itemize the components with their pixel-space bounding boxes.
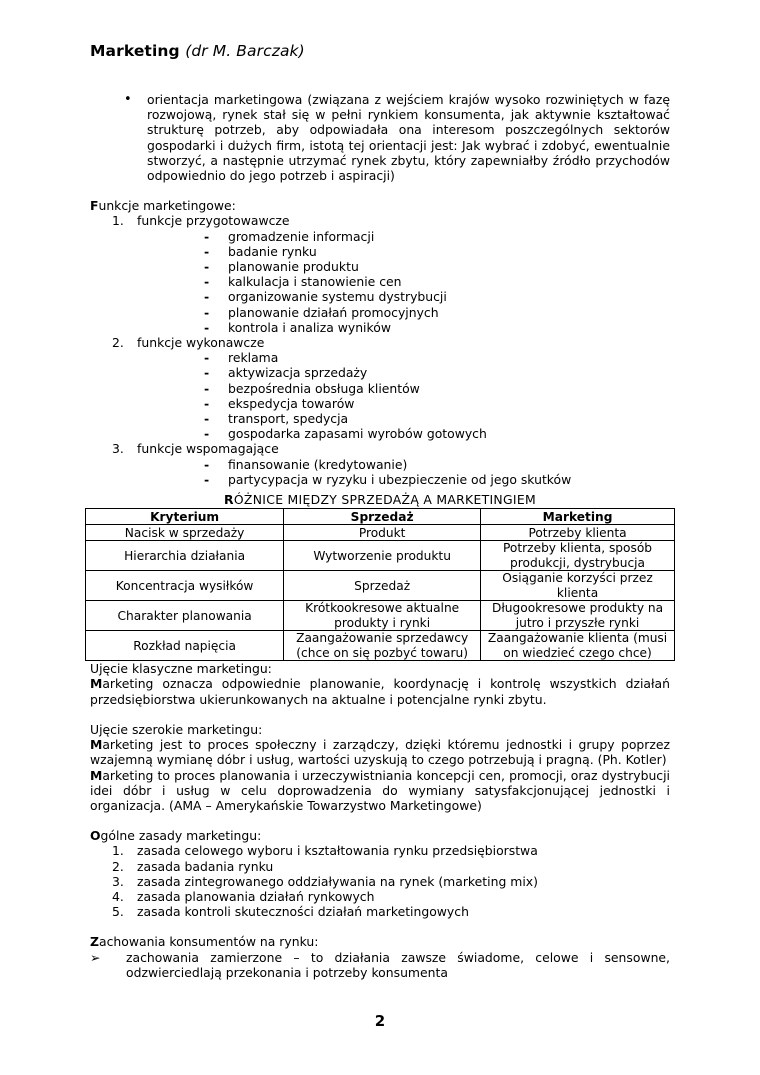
dash-bullet-icon: - xyxy=(204,456,210,472)
function-item-text: aktywizacja sprzedaży xyxy=(228,365,368,381)
dash-bullet-icon: - xyxy=(204,395,210,411)
function-group-label: funkcje wspomagające xyxy=(137,441,279,457)
rule-item xyxy=(90,904,670,919)
dash-bullet-icon: - xyxy=(204,304,210,320)
function-item xyxy=(90,457,670,472)
dash-bullet-icon: - xyxy=(204,471,210,487)
behaviors-heading: Zachowania konsumentów na rynku: xyxy=(90,934,319,950)
dash-bullet-icon: - xyxy=(204,319,210,335)
dash-bullet-icon: - xyxy=(204,426,210,442)
table-row xyxy=(86,525,675,541)
table-row xyxy=(86,541,675,571)
list-number: 1. xyxy=(112,213,124,229)
table-header-row xyxy=(86,509,675,525)
function-item-text: badanie rynku xyxy=(228,243,317,259)
function-item-text: planowanie produktu xyxy=(228,259,359,275)
function-item-text: finansowanie (kredytowanie) xyxy=(228,456,408,472)
list-number: 4. xyxy=(112,888,124,904)
rules-heading: Ogólne zasady marketingu: xyxy=(90,828,262,844)
dash-bullet-icon: - xyxy=(204,228,210,244)
function-group-label: funkcje przygotowawcze xyxy=(137,213,290,229)
table-cell: Potrzeby klienta, sposób produkcji, dystrybucja xyxy=(481,541,675,571)
function-group-label: funkcje wykonawcze xyxy=(137,335,265,351)
rule-text: zasada badania rynku xyxy=(137,858,274,874)
table-cell: Rozkład napięcia xyxy=(86,631,284,661)
table-row xyxy=(86,631,675,661)
classic-heading: Ujęcie klasyczne marketingu: xyxy=(90,661,272,677)
function-item-text: kalkulacja i stanowienie cen xyxy=(228,274,402,290)
rule-text: zasada planowania działań rynkowych xyxy=(137,888,375,904)
table-cell: Produkt xyxy=(284,525,481,541)
dash-bullet-icon: - xyxy=(204,365,210,381)
rules-list xyxy=(90,843,670,919)
table-header-cell: Sprzedaż xyxy=(284,509,481,525)
comparison-table xyxy=(85,508,675,661)
function-group xyxy=(90,335,670,350)
function-item xyxy=(90,244,670,259)
table-cell: Hierarchia działania xyxy=(86,541,284,571)
table-cell: Sprzedaż xyxy=(284,571,481,601)
broad-heading: Ujęcie szerokie marketingu: xyxy=(90,721,263,737)
rule-text: zasada zintegrowanego oddziaływania na rynek (marketing mix) xyxy=(137,873,538,889)
rule-item xyxy=(90,859,670,874)
bullet-dot-icon: • xyxy=(124,92,132,107)
page-number: 2 xyxy=(374,1012,386,1030)
table-row xyxy=(86,571,675,601)
function-item-text: partycypacja w ryzyku i ubezpieczenie od jego skutków xyxy=(228,471,572,487)
function-item xyxy=(90,365,670,380)
rule-text: zasada kontroli skuteczności działań marketingowych xyxy=(137,904,469,920)
function-item-text: organizowanie systemu dystrybucji xyxy=(228,289,447,305)
table-cell: Wytworzenie produktu xyxy=(284,541,481,571)
broad-definition-ama: Marketing to proces planowania i urzeczywistniania koncepcji cen, promocji, oraz dystrybucji idei dóbr i usług w celu doprowadzenia do wymiany satysfakcjonującej jednostki i organizacja. (AMA – Amerykańskie Towarzystwo Marketingowe) xyxy=(90,767,670,813)
function-item-text: transport, spedycja xyxy=(228,411,349,427)
function-item xyxy=(90,229,670,244)
header-author: (dr M. Barczak) xyxy=(185,42,305,60)
function-item xyxy=(90,381,670,396)
rule-text: zasada celowego wyboru i kształtowania rynku przedsiębiorstwa xyxy=(137,843,538,859)
classic-definition: Marketing oznacza odpowiednie planowanie, koordynację i kontrolę wszystkich działań przedsiębiorstwa ukierunkowanych na aktualne i potencjalne rynki zbytu. xyxy=(90,676,670,707)
functions-list xyxy=(90,213,670,487)
list-number: 1. xyxy=(112,843,124,859)
list-number: 3. xyxy=(112,441,124,457)
behavior-item xyxy=(90,950,670,980)
function-item xyxy=(90,320,670,335)
dash-bullet-icon: - xyxy=(204,380,210,396)
function-item xyxy=(90,396,670,411)
function-item xyxy=(90,426,670,441)
function-item-text: ekspedycja towarów xyxy=(228,395,355,411)
function-item-text: bezpośrednia obsługa klientów xyxy=(228,380,420,396)
function-item-text: reklama xyxy=(228,350,279,366)
function-item-text: gromadzenie informacji xyxy=(228,228,375,244)
table-title: RÓŻNICE MIĘDZY SPRZEDAŻĄ A MARKETINGIEM xyxy=(224,492,536,508)
table-header-cell: Marketing xyxy=(481,509,675,525)
list-number: 2. xyxy=(112,858,124,874)
table-cell: Nacisk w sprzedaży xyxy=(86,525,284,541)
table-cell: Osiąganie korzyści przez klienta xyxy=(481,571,675,601)
intro-bullet-text: orientacja marketingowa (związana z wejściem krajów wysoko rozwiniętych w fazę rozwojową, rynek stał się w pełni rynkiem konsumenta, jak aktywnie kształtować strukturę potrzeb, aby odpowiadała ona interesom poszczególnych sektorów gospodarki i dużych firm, istotą tej orientacji jest: Jak wybrać i zdobyć, ewentualnie stworzyć, a następnie utrzymać rynek zbytu, który zapewniałby źródło przychodów odpowiednio do jego potrzeb i aspiracji) xyxy=(147,92,670,184)
dash-bullet-icon: - xyxy=(204,243,210,259)
dash-bullet-icon: - xyxy=(204,411,210,427)
function-item xyxy=(90,305,670,320)
function-group xyxy=(90,213,670,228)
table-cell: Potrzeby klienta xyxy=(481,525,675,541)
rule-item xyxy=(90,874,670,889)
rule-item xyxy=(90,889,670,904)
intro-bullet xyxy=(90,92,670,183)
dash-bullet-icon: - xyxy=(204,274,210,290)
function-item-text: gospodarka zapasami wyrobów gotowych xyxy=(228,426,487,442)
function-item-text: kontrola i analiza wyników xyxy=(228,319,391,335)
behaviors-list xyxy=(90,950,670,980)
table-cell: Koncentracja wysiłków xyxy=(86,571,284,601)
functions-heading: Funkcje marketingowe: xyxy=(90,198,236,214)
table-cell: Długookresowe produkty na jutro i przyszłe rynki xyxy=(481,601,675,631)
list-number: 2. xyxy=(112,335,124,351)
function-item xyxy=(90,411,670,426)
function-item-text: planowanie działań promocyjnych xyxy=(228,304,439,320)
list-number: 5. xyxy=(112,904,124,920)
table-cell: Zaangażowanie klienta (musi on wiedzieć czego chce) xyxy=(481,631,675,661)
function-item xyxy=(90,289,670,304)
function-item xyxy=(90,274,670,289)
table-row xyxy=(86,601,675,631)
page-header xyxy=(90,42,305,60)
function-item xyxy=(90,350,670,365)
broad-definition-kotler: Marketing jest to proces społeczny i zarządczy, dzięki któremu jednostki i grupy poprzez wzajemną wymianę dóbr i usług, wartości uzyskują to czego potrzebują i pragną. (Ph. Kotler) xyxy=(90,737,670,768)
function-group xyxy=(90,441,670,456)
table-cell: Charakter planowania xyxy=(86,601,284,631)
dash-bullet-icon: - xyxy=(204,289,210,305)
list-number: 3. xyxy=(112,873,124,889)
document-body xyxy=(90,92,670,980)
dash-bullet-icon: - xyxy=(204,350,210,366)
dash-bullet-icon: - xyxy=(204,259,210,275)
function-item xyxy=(90,472,670,487)
table-cell: Krótkookresowe aktualne produkty i rynki xyxy=(284,601,481,631)
header-title: Marketing xyxy=(90,42,180,60)
rule-item xyxy=(90,843,670,858)
arrow-bullet-icon: ➢ xyxy=(90,949,101,965)
table-cell: Zaangażowanie sprzedawcy (chce on się pozbyć towaru) xyxy=(284,631,481,661)
behavior-text: zachowania zamierzone – to działania zawsze świadome, celowe i sensowne, odzwierciedlają przekonania i potrzeby konsumenta xyxy=(126,949,670,980)
function-item xyxy=(90,259,670,274)
table-header-cell: Kryterium xyxy=(86,509,284,525)
